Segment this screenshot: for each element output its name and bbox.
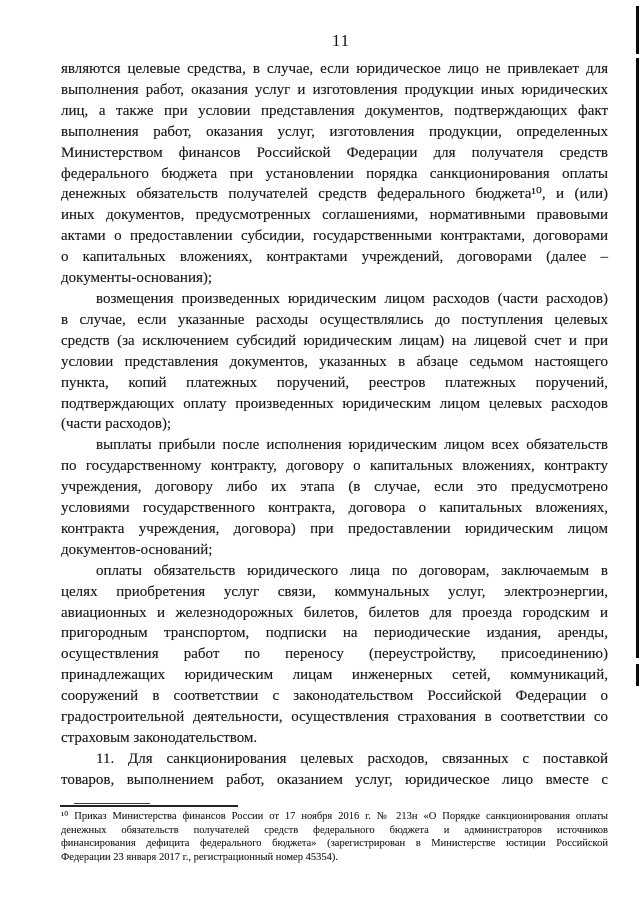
- text-line: документов-оснований;: [61, 541, 213, 558]
- text-line: иных документов, предусмотренных соглашениями, нормативными правовыми: [61, 207, 608, 224]
- text-line: условиями государственного контракта, договора о капитальных вложениях,: [61, 500, 608, 517]
- text-line: подтверждающих оплату произведенных юридическим лицом целевых расходов: [61, 395, 608, 412]
- text-line: выполнения работ, оказания услуг и изготовления продукции иных юридических: [61, 81, 608, 98]
- text-line: средств (за исключением субсидий юридическим лицам) на лицевой счет и при: [61, 332, 608, 349]
- text-line: осуществления работ по переносу (переустройству, присоединению): [61, 646, 608, 663]
- text-line: федерального бюджета при установлении порядка санкционирования оплаты: [61, 165, 608, 182]
- text-line: Министерством финансов Российской Федерации для получателя средств: [61, 144, 608, 161]
- text-line: учреждения, договору либо их этапа (в случае, если это предусмотрено: [61, 479, 608, 496]
- text-line: денежных обязательств получателей средств федерального бюджета¹⁰, и (или): [61, 186, 608, 203]
- text-line: авиационных и железнодорожных билетов, билетов для проезда городским и: [61, 604, 608, 621]
- footnote-separator: [60, 805, 238, 807]
- text-line: о капитальных вложениях, контрактами учреждений, договорами (далее –: [61, 249, 608, 266]
- text-line: в случае, если указанные расходы осуществлялись до поступления целевых: [61, 311, 608, 328]
- text-line: являются целевые средства, в случае, если юридическое лицо не привлекает для: [61, 61, 608, 77]
- text-line: целях приобретения услуг связи, коммунальных услуг, электроэнергии,: [61, 583, 608, 600]
- text-line: (части расходов);: [61, 416, 172, 433]
- text-line: градостроительной деятельности, осуществления страхования в соответствии со: [61, 709, 608, 726]
- text-line: пригородным транспортом, подписки на периодические издания, аренды,: [61, 625, 608, 642]
- text-line: контракта учреждения, договора) при предоставлении юридическим лицом: [61, 520, 608, 537]
- text-line: возмещения произведенных юридическим лицом расходов (части расходов): [96, 290, 608, 307]
- page-number: 11: [331, 31, 351, 50]
- text-line: товаров, выполнением работ, оказанием услуг, юридическое лицо вместе с: [61, 771, 608, 788]
- text-line: принадлежащих юридическим лицам инженерных сетей, коммуникаций,: [61, 667, 608, 684]
- text-line: условии представления документов, указанных в абзаце седьмом настоящего: [61, 353, 608, 370]
- text-line: выплаты прибыли после исполнения юридическим лицом всех обязательств: [96, 437, 608, 454]
- text-line: лиц, а также при условии представления документов, подтверждающих факт: [61, 102, 608, 119]
- scan-edge-artifact: [636, 6, 639, 54]
- footnote: [61, 810, 608, 864]
- text-line: страховым законодательством.: [61, 730, 258, 746]
- body-text: [61, 59, 608, 791]
- text-line: денежных обязательств получателей средств федерального бюджета и администраторов источников: [61, 824, 608, 836]
- text-line: сооружений в соответствии с законодательством Российской Федерации о: [61, 688, 608, 705]
- text-line: актами о предоставлении субсидии, государственными контрактами, договорами: [61, 228, 608, 245]
- scan-edge-artifact: [636, 58, 639, 658]
- text-line: Федерации 23 января 2017 г., регистрационный номер 45354).: [61, 851, 338, 863]
- text-line: ¹⁰ Приказ Министерства финансов России от 17 ноября 2016 г. № 213н «О Порядке санкционирования оплаты: [61, 811, 608, 822]
- footnote-separator-artifact: [74, 803, 150, 804]
- text-line: оплаты обязательств юридического лица по договорам, заключаемым в: [96, 562, 608, 579]
- text-line: выполнения работ, оказания услуг, изготовления продукции, определенных: [61, 123, 608, 140]
- text-line: 11. Для санкционирования целевых расходов, связанных с поставкой: [96, 750, 608, 767]
- scan-edge-artifact: [636, 664, 639, 686]
- text-line: документы-основания);: [61, 270, 213, 287]
- text-line: по государственному контракту, договору о капитальных вложениях, контракту: [61, 458, 608, 475]
- text-line: пункта, копий платежных поручений, реестров платежных поручений,: [61, 374, 608, 391]
- text-line: финансирования дефицита федерального бюджета» (зарегистрирован в Министерстве юстиции Российской: [61, 838, 608, 849]
